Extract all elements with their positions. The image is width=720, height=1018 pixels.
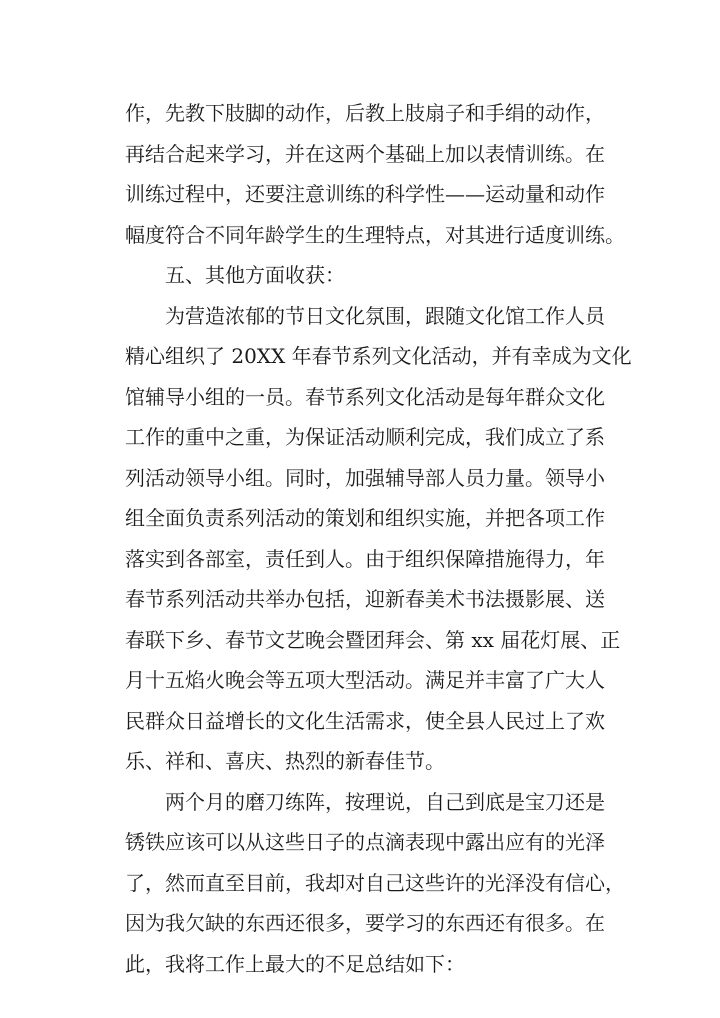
text-line: 落实到各部室，责任到人。由于组织保障措施得力，年 xyxy=(125,546,605,571)
paragraph-self-reflection xyxy=(125,782,625,985)
text-line: 幅度符合不同年龄学生的生理特点，对其进行适度训练。 xyxy=(125,222,625,247)
text-line: 乐、祥和、喜庆、热烈的新春佳节。 xyxy=(125,749,445,773)
text-line: 作，先教下肢脚的动作，后教上肢扇子和手绢的动作， xyxy=(125,101,605,125)
text-line: 两个月的磨刀练阵，按理说，自己到底是宝刀还是 xyxy=(165,789,605,814)
text-line: 民群众日益增长的文化生活需求，使全县人民过上了欢 xyxy=(125,708,605,733)
text-line: 了，然而直至目前，我却对自己这些许的光泽没有信心， xyxy=(125,870,625,895)
section-heading-other-gains xyxy=(125,255,605,296)
text-line: 锈铁应该可以从这些日子的点滴表现中露出应有的光泽 xyxy=(125,830,605,854)
text-line: 馆辅导小组的一员。春节系列文化活动是每年群众文化 xyxy=(125,384,605,409)
text-line: 春联下乡、春节文艺晚会暨团拜会、第 xx 届花灯展、正 xyxy=(125,627,621,652)
text-line: 春节系列活动共举办包括，迎新春美术书法摄影展、送 xyxy=(125,587,605,611)
text-line: 组全面负责系列活动的策划和组织实施，并把各项工作 xyxy=(125,506,605,530)
paragraph-spring-festival xyxy=(125,296,632,782)
document-body xyxy=(125,93,632,984)
text-line: 再结合起来学习，并在这两个基础上加以表情训练。在 xyxy=(125,141,605,166)
text-line: 精心组织了 20XX 年春节系列文化活动，并有幸成为文化 xyxy=(125,344,632,368)
text-line: 列活动领导小组。同时，加强辅导部人员力量。领导小 xyxy=(125,465,605,490)
text-line: 为营造浓郁的节日文化氛围，跟随文化馆工作人员 xyxy=(165,303,605,328)
text-line: 月十五焰火晚会等五项大型活动。满足并丰富了广大人 xyxy=(125,668,605,692)
text-line: 训练过程中，还要注意训练的科学性——运动量和动作 xyxy=(125,182,605,206)
section-heading: 五、其他方面收获： xyxy=(165,263,345,287)
text-line: 工作的重中之重，为保证活动顺利完成，我们成立了系 xyxy=(125,425,605,449)
text-line: 此，我将工作上最大的不足总结如下： xyxy=(125,951,465,976)
paragraph-training-method xyxy=(125,93,625,255)
text-line: 因为我欠缺的东西还很多，要学习的东西还有很多。在 xyxy=(125,911,605,935)
